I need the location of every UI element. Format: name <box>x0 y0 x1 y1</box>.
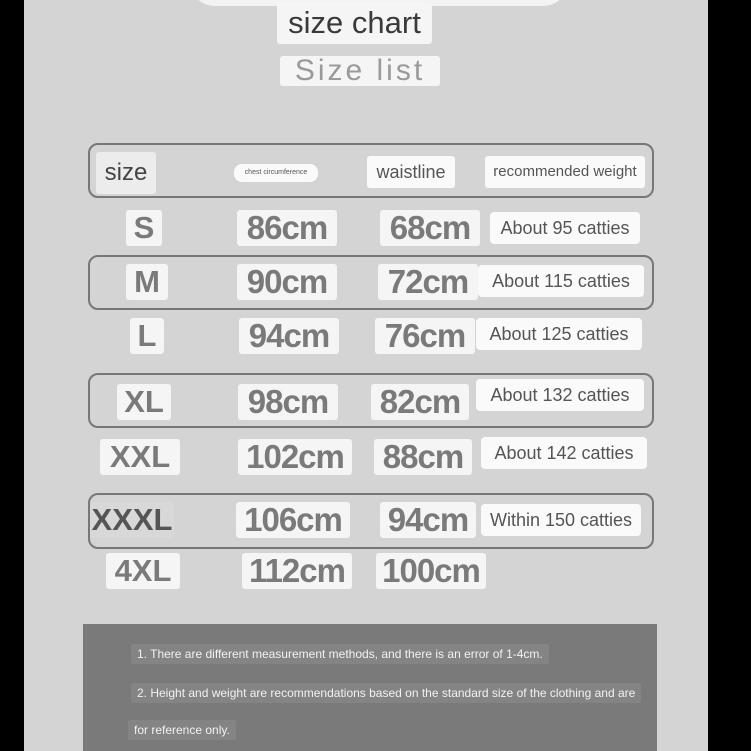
header-waist: waistline <box>367 156 455 188</box>
chest-cell: 112cm <box>242 553 352 589</box>
weight-cell: Within 150 catties <box>481 504 641 536</box>
page-subtitle: Size list <box>280 56 440 86</box>
chest-cell: 94cm <box>239 318 339 354</box>
chest-cell: 102cm <box>238 439 352 475</box>
waist-cell: 68cm <box>380 210 480 246</box>
chest-cell: 98cm <box>238 384 338 420</box>
size-cell: 4XL <box>106 553 180 589</box>
size-cell: XL <box>117 384 171 420</box>
weight-cell: About 142 catties <box>481 437 647 469</box>
chest-cell: 106cm <box>236 502 350 538</box>
page-title: size chart <box>277 2 432 44</box>
weight-cell: About 115 catties <box>478 265 644 297</box>
note-1: 1. There are different measurement methods, and there is an error of 1-4cm. <box>131 644 549 664</box>
size-cell: M <box>126 264 168 300</box>
size-chart-page <box>24 0 708 751</box>
size-cell: S <box>126 210 162 246</box>
waist-cell: 72cm <box>378 264 478 300</box>
waist-cell: 100cm <box>376 553 486 589</box>
note-2: 2. Height and weight are recommendations based on the standard size of the clothing and are <box>131 683 641 703</box>
waist-cell: 88cm <box>374 439 472 475</box>
size-cell: XXL <box>100 439 180 475</box>
chest-cell: 90cm <box>237 264 337 300</box>
waist-cell: 76cm <box>375 318 475 354</box>
size-cell: XXXL <box>91 502 173 537</box>
header-chest: chest circumference <box>234 164 318 182</box>
note-3: for reference only. <box>128 720 236 740</box>
waist-cell: 82cm <box>371 384 469 420</box>
weight-cell: About 125 catties <box>476 318 642 350</box>
header-weight: recommended weight <box>485 156 645 188</box>
weight-cell: About 132 catties <box>476 379 644 411</box>
chest-cell: 86cm <box>237 210 337 246</box>
weight-cell: About 95 catties <box>490 212 640 244</box>
notes-panel <box>83 624 657 751</box>
waist-cell: 94cm <box>380 502 476 538</box>
header-size: size <box>96 152 156 194</box>
size-cell: L <box>130 318 164 354</box>
